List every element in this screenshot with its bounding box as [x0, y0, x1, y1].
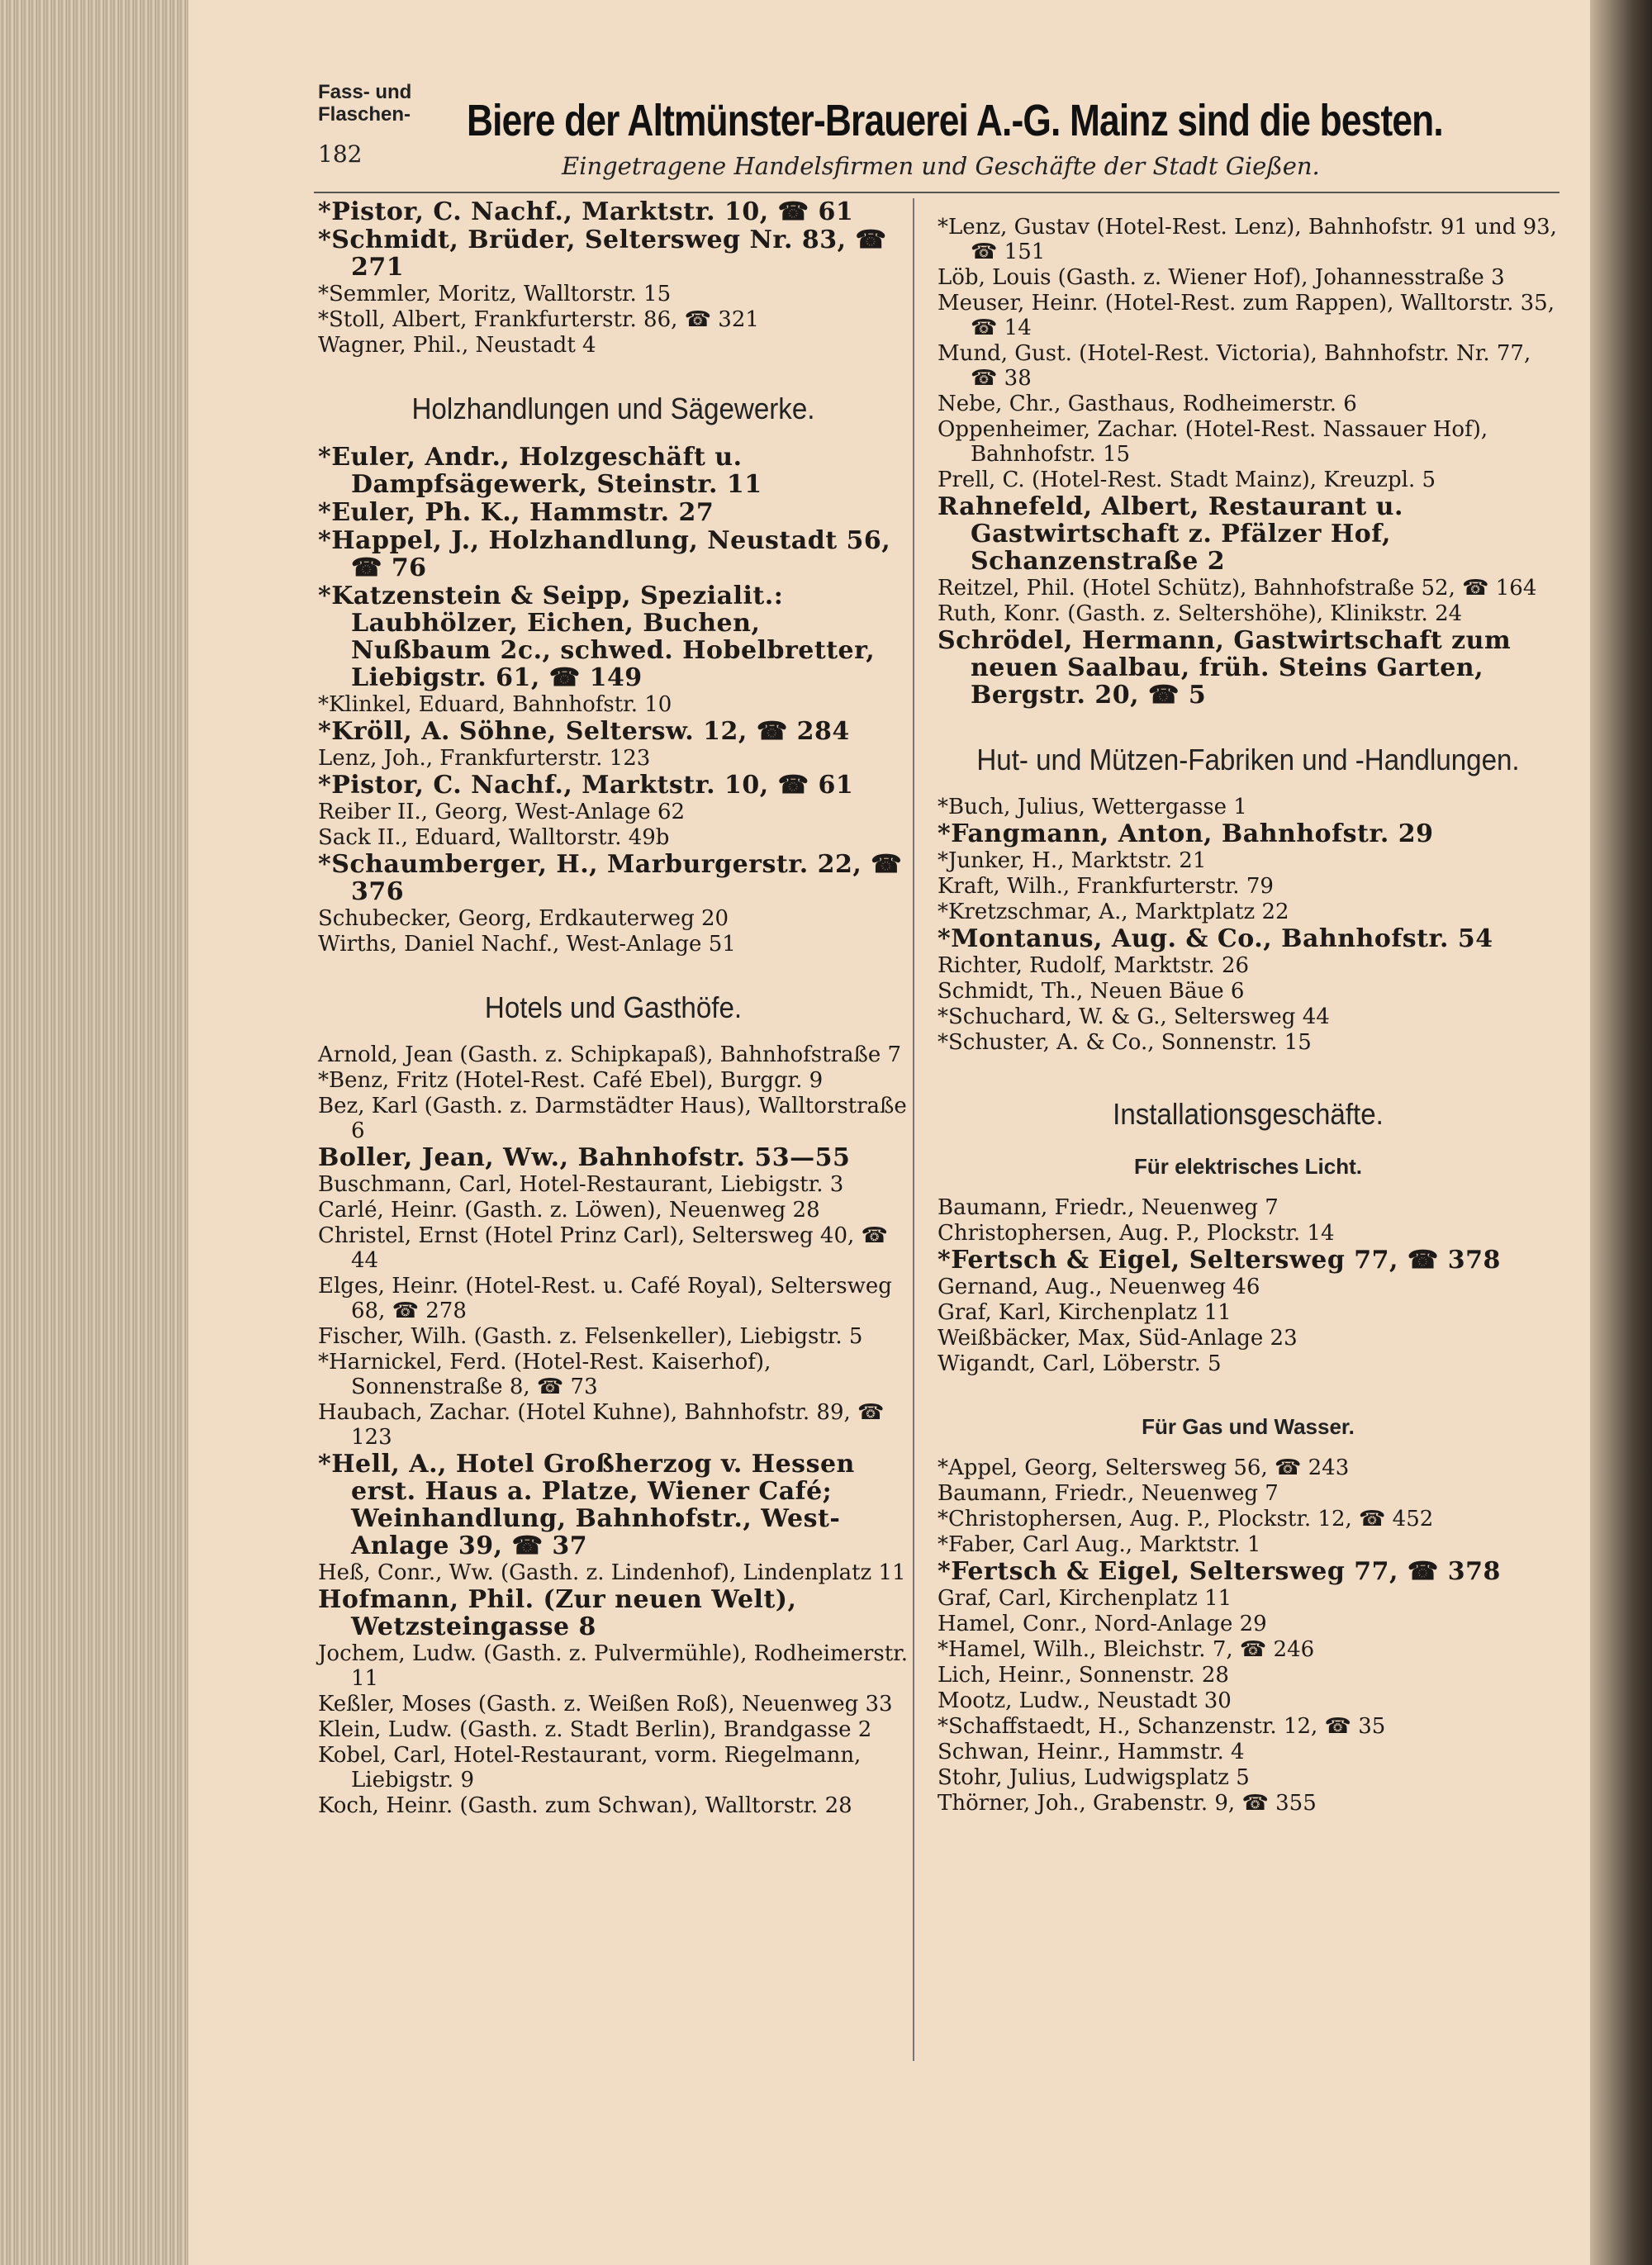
directory-entry: Prell, C. (Hotel-Rest. Stadt Mainz), Kreuzpl. 5: [938, 468, 1436, 492]
directory-entry: Löb, Louis (Gasth. z. Wiener Hof), Johannesstraße 3: [938, 265, 1505, 290]
directory-entry: *Junker, H., Marktstr. 21: [938, 848, 1207, 873]
directory-entry: Ruth, Konr. (Gasth. z. Seltershöhe), Klinikstr. 24: [938, 601, 1463, 626]
right-top-list: [938, 215, 1559, 709]
directory-entry: Reitzel, Phil. (Hotel Schütz), Bahnhofstraße 52, ☎ 164: [938, 576, 1537, 601]
directory-entry: Buschmann, Carl, Hotel-Restaurant, Liebigstr. 3: [318, 1172, 844, 1197]
directory-entry: *Kröll, A. Söhne, Seltersw. 12, ☎ 284: [318, 717, 850, 746]
directory-entry: *Fertsch & Eigel, Seltersweg 77, ☎ 378: [938, 1246, 1501, 1275]
directory-entry: *Schaumberger, H., Marburgerstr. 22, ☎ 376: [318, 850, 903, 906]
section-heading-hotels: Hotels und Gasthöfe.: [484, 990, 743, 1024]
directory-entry: Klein, Ludw. (Gasth. z. Stadt Berlin), Brandgasse 2: [318, 1717, 872, 1742]
directory-entry: *Buch, Julius, Wettergasse 1: [938, 795, 1247, 819]
directory-entry: *Euler, Andr., Holzgeschäft u. Dampfsägewerk, Steinstr. 11: [318, 443, 762, 499]
header-product-line2: Flaschen-: [318, 103, 411, 126]
page-title: Biere der Altmünster-Brauerei A.-G. Mainz sind die besten.: [467, 96, 1443, 145]
directory-entry: Fischer, Wilh. (Gasth. z. Felsenkeller), Liebigstr. 5: [318, 1324, 863, 1349]
hut-list: [938, 795, 1559, 1055]
directory-entry: *Faber, Carl Aug., Marktstr. 1: [938, 1532, 1261, 1557]
directory-entry: *Christophersen, Aug. P., Plockstr. 12, ☎ 452: [938, 1507, 1434, 1531]
gas-list: [938, 1455, 1559, 1816]
directory-entry: Kraft, Wilh., Frankfurterstr. 79: [938, 874, 1274, 899]
subheading-gas: Für Gas und Wasser.: [1142, 1414, 1355, 1439]
directory-entry: *Katzenstein & Seipp, Spezialit.: Laubhölzer, Eichen, Buchen, Nußbaum 2c., schwed. Hobelbretter, Liebigstr. 61, ☎ 149: [318, 582, 876, 692]
hotels-list: [318, 1042, 909, 1818]
directory-entry: Koch, Heinr. (Gasth. zum Schwan), Walltorstr. 28: [318, 1793, 852, 1818]
header-product-line1: Fass- und: [318, 81, 412, 103]
subheading-licht: Für elektrisches Licht.: [1134, 1154, 1362, 1179]
directory-entry: *Semmler, Moritz, Walltorstr. 15: [318, 282, 672, 306]
directory-entry: *Harnickel, Ferd. (Hotel-Rest. Kaiserhof), Sonnenstraße 8, ☎ 73: [318, 1350, 771, 1399]
directory-entry: Wigandt, Carl, Löberstr. 5: [938, 1351, 1222, 1376]
directory-entry: *Pistor, C. Nachf., Marktstr. 10, ☎ 61: [318, 771, 854, 800]
directory-entry: *Montanus, Aug. & Co., Bahnhofstr. 54: [938, 924, 1493, 953]
book-page-edges: [0, 0, 194, 2265]
directory-entry: Jochem, Ludw. (Gasth. z. Pulvermühle), Rodheimerstr. 11: [318, 1641, 909, 1691]
directory-entry: *Lenz, Gustav (Hotel-Rest. Lenz), Bahnhofstr. 91 und 93, ☎ 151: [938, 215, 1557, 264]
directory-entry: *Fangmann, Anton, Bahnhofstr. 29: [938, 819, 1434, 848]
directory-entry: Rahnefeld, Albert, Restaurant u. Gastwirtschaft z. Pfälzer Hof, Schanzenstraße 2: [938, 492, 1403, 576]
directory-entry: *Benz, Fritz (Hotel-Rest. Café Ebel), Burggr. 9: [318, 1068, 824, 1093]
directory-entry: Nebe, Chr., Gasthaus, Rodheimerstr. 6: [938, 392, 1357, 416]
directory-entry: Schmidt, Th., Neuen Bäue 6: [938, 979, 1245, 1004]
directory-entry: *Schaffstaedt, H., Schanzenstr. 12, ☎ 35: [938, 1714, 1386, 1739]
directory-entry: Stohr, Julius, Ludwigsplatz 5: [938, 1765, 1250, 1790]
directory-entry: *Schuster, A. & Co., Sonnenstr. 15: [938, 1030, 1312, 1055]
book-gutter: [1590, 0, 1652, 2265]
directory-entry: Schubecker, Georg, Erdkauterweg 20: [318, 906, 729, 931]
holz-list: [318, 444, 909, 957]
directory-entry: Haubach, Zachar. (Hotel Kuhne), Bahnhofstr. 89, ☎ 123: [318, 1400, 885, 1450]
directory-entry: Weißbäcker, Max, Süd-Anlage 23: [938, 1326, 1298, 1351]
page-subtitle: Eingetragene Handelsfirmen und Geschäfte der Stadt Gießen.: [562, 152, 1320, 180]
directory-entry: Baumann, Friedr., Neuenweg 7: [938, 1195, 1279, 1220]
directory-entry: Reiber II., Georg, West-Anlage 62: [318, 800, 686, 824]
directory-entry: Hofmann, Phil. (Zur neuen Welt), Wetzsteingasse 8: [318, 1585, 797, 1641]
directory-entry: Richter, Rudolf, Marktstr. 26: [938, 953, 1250, 978]
directory-entry: Graf, Carl, Kirchenplatz 11: [938, 1586, 1232, 1611]
directory-entry: Meuser, Heinr. (Hotel-Rest. zum Rappen), Walltorstr. 35, ☎ 14: [938, 291, 1555, 340]
directory-entry: Bez, Karl (Gasth. z. Darmstädter Haus), Walltorstraße 6: [318, 1094, 907, 1143]
left-column: [318, 198, 909, 1819]
licht-list: [938, 1195, 1559, 1376]
section-heading-holz: Holzhandlungen und Sägewerke.: [411, 392, 815, 425]
directory-entry: Kobel, Carl, Hotel-Restaurant, vorm. Riegelmann, Liebigstr. 9: [318, 1743, 862, 1793]
directory-entry: Lich, Heinr., Sonnenstr. 28: [938, 1663, 1229, 1688]
directory-entry: Thörner, Joh., Grabenstr. 9, ☎ 355: [938, 1791, 1317, 1816]
directory-entry: Baumann, Friedr., Neuenweg 7: [938, 1481, 1279, 1506]
directory-entry: *Happel, J., Holzhandlung, Neustadt 56, ☎ 76: [318, 526, 891, 582]
section-heading-hut: Hut- und Mützen-Fabriken und -Handlungen.: [976, 743, 1520, 776]
directory-entry: Wirths, Daniel Nachf., West-Anlage 51: [318, 932, 736, 957]
directory-entry: *Schuchard, W. & G., Seltersweg 44: [938, 1004, 1330, 1029]
right-column: [938, 215, 1559, 1816]
directory-entry: Carlé, Heinr. (Gasth. z. Löwen), Neuenweg 28: [318, 1198, 820, 1223]
column-divider: [913, 198, 914, 2061]
directory-entry: Schwan, Heinr., Hammstr. 4: [938, 1740, 1245, 1764]
directory-entry: Hamel, Conr., Nord-Anlage 29: [938, 1612, 1267, 1636]
page-number: 182: [318, 140, 363, 168]
directory-entry: Boller, Jean, Ww., Bahnhofstr. 53—55: [318, 1143, 851, 1172]
directory-entry: *Fertsch & Eigel, Seltersweg 77, ☎ 378: [938, 1557, 1501, 1586]
directory-entry: *Stoll, Albert, Frankfurterstr. 86, ☎ 321: [318, 307, 759, 332]
directory-entry: Mootz, Ludw., Neustadt 30: [938, 1688, 1232, 1713]
directory-entry: Heß, Conr., Ww. (Gasth. z. Lindenhof), Lindenplatz 11: [318, 1560, 906, 1585]
directory-entry: Arnold, Jean (Gasth. z. Schipkapaß), Bahnhofstraße 7: [318, 1042, 902, 1067]
directory-entry: *Schmidt, Brüder, Seltersweg Nr. 83, ☎ 271: [318, 226, 887, 282]
header-rule: [314, 192, 1559, 193]
section-heading-install: Installationsgeschäfte.: [1113, 1097, 1384, 1131]
directory-entry: *Klinkel, Eduard, Bahnhofstr. 10: [318, 692, 672, 717]
directory-entry: Sack II., Eduard, Walltorstr. 49b: [318, 825, 670, 850]
directory-entry: *Pistor, C. Nachf., Marktstr. 10, ☎ 61: [318, 197, 854, 226]
directory-entry: Christophersen, Aug. P., Plockstr. 14: [938, 1221, 1335, 1246]
left-top-list: [318, 198, 909, 358]
directory-entry: *Hell, A., Hotel Großherzog v. Hessen erst. Haus a. Platze, Wiener Café; Weinhandlung, Bahnhofstr., West-Anlage 39, ☎ 37: [318, 1450, 855, 1560]
directory-entry: Graf, Karl, Kirchenplatz 11: [938, 1300, 1232, 1325]
header-product: [318, 81, 411, 126]
directory-entry: Oppenheimer, Zachar. (Hotel-Rest. Nassauer Hof), Bahnhofstr. 15: [938, 417, 1488, 467]
directory-entry: Christel, Ernst (Hotel Prinz Carl), Seltersweg 40, ☎ 44: [318, 1223, 888, 1273]
directory-entry: Wagner, Phil., Neustadt 4: [318, 333, 596, 358]
directory-entry: Gernand, Aug., Neuenweg 46: [938, 1275, 1260, 1299]
directory-entry: *Hamel, Wilh., Bleichstr. 7, ☎ 246: [938, 1637, 1315, 1662]
directory-entry: *Kretzschmar, A., Marktplatz 22: [938, 900, 1289, 924]
directory-entry: Schrödel, Hermann, Gastwirtschaft zum neuen Saalbau, früh. Steins Garten, Bergstr. 20, ☎ 5: [938, 626, 1512, 710]
directory-entry: *Euler, Ph. K., Hammstr. 27: [318, 498, 714, 527]
directory-entry: Lenz, Joh., Frankfurterstr. 123: [318, 746, 651, 771]
directory-entry: Mund, Gust. (Hotel-Rest. Victoria), Bahnhofstr. Nr. 77, ☎ 38: [938, 341, 1531, 391]
directory-entry: *Appel, Georg, Seltersweg 56, ☎ 243: [938, 1455, 1350, 1480]
directory-entry: Elges, Heinr. (Hotel-Rest. u. Café Royal), Seltersweg 68, ☎ 278: [318, 1274, 892, 1323]
directory-entry: Keßler, Moses (Gasth. z. Weißen Roß), Neuenweg 33: [318, 1692, 893, 1717]
